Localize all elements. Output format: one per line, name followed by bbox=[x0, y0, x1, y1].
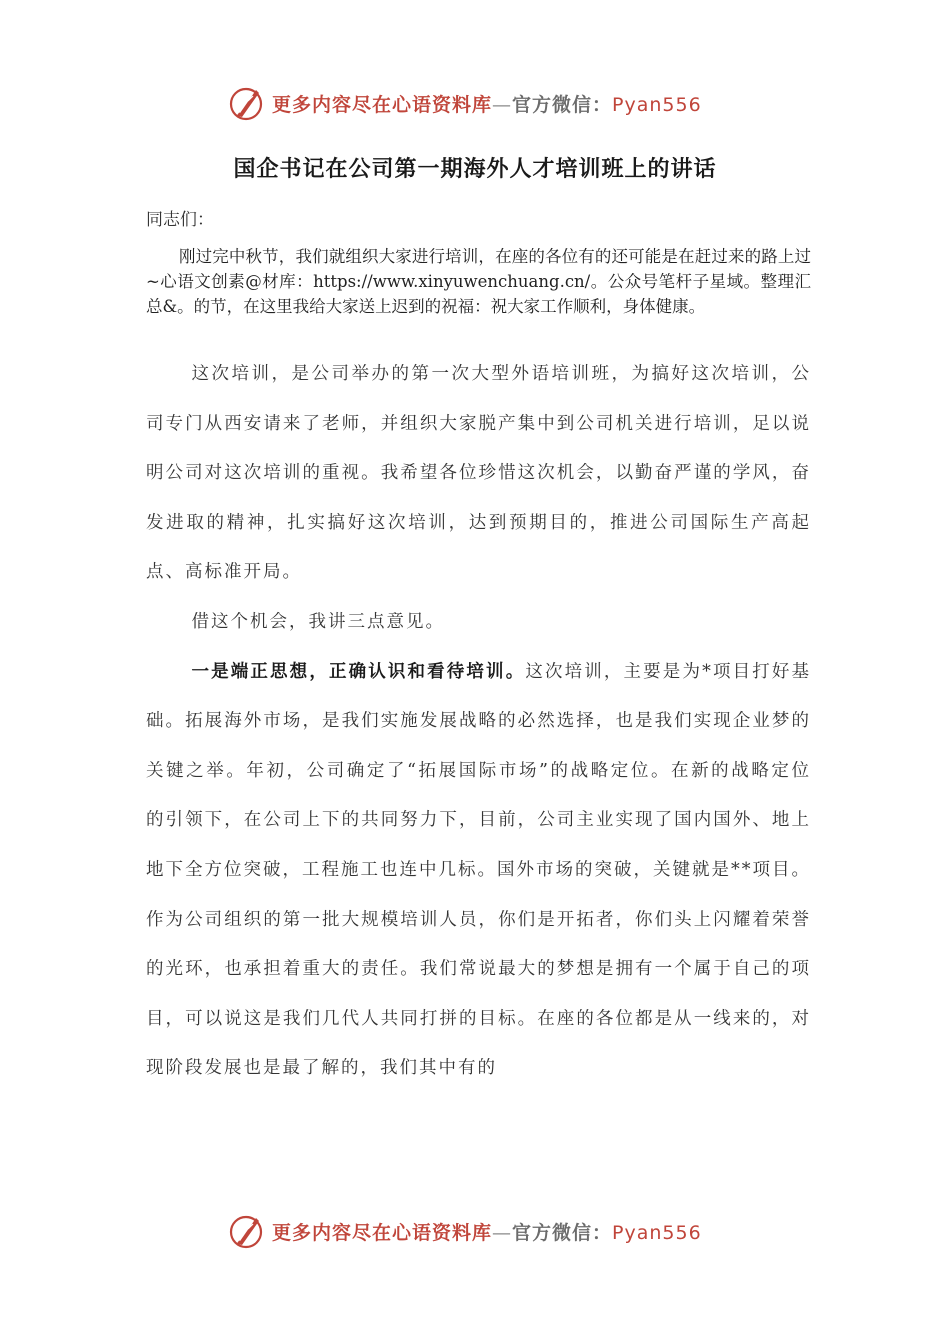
paragraph-2: 借这个机会，我讲三点意见。 bbox=[191, 611, 445, 632]
banner-wechat-id: Pyan556 bbox=[612, 93, 702, 116]
document-title: 国企书记在公司第一期海外人才培训班上的讲话 bbox=[233, 156, 717, 182]
paragraph-3 bbox=[146, 648, 811, 1094]
banner-dash: — bbox=[492, 93, 513, 116]
intro-paragraph: 刚过完中秋节，我们就组织大家进行培训，在座的各位有的还可能是在赶过来的路上过~心语文创素@材库：https://www.xinyuwenchuang.cn/。公众号笔杆子星域。整理汇总&。的节，在这里我给大家送上迟到的祝福：祝大家工作顺利，身体健康。 bbox=[146, 247, 811, 316]
banner-prefix: 更多内容尽在心语资料库 bbox=[272, 1221, 493, 1244]
quill-pen-logo-icon bbox=[226, 1211, 266, 1251]
salutation: 同志们： bbox=[146, 210, 214, 230]
document-body bbox=[146, 350, 811, 1094]
quill-pen-logo-icon bbox=[226, 83, 266, 123]
banner-text bbox=[272, 90, 702, 117]
paragraph-3-heading: 一是端正思想，正确认识和看待培训。 bbox=[191, 661, 526, 682]
banner-text bbox=[272, 1218, 702, 1245]
paragraph-1: 这次培训，是公司举办的第一次大型外语培训班，为搞好这次培训，公司专门从西安请来了老师，并组织大家脱产集中到公司机关进行培训，足以说明公司对这次培训的重视。我希望各位珍惜这次机会，以勤奋严谨的学风，奋发进取的精神，扎实搞好这次培训，达到预期目的，推进公司国际生产高起点、高标准开局。 bbox=[146, 364, 811, 583]
header-banner bbox=[226, 80, 746, 126]
banner-wechat-id: Pyan556 bbox=[612, 1221, 702, 1244]
banner-prefix: 更多内容尽在心语资料库 bbox=[272, 93, 493, 116]
paragraph-3-text: 这次培训，主要是为*项目打好基础。拓展海外市场，是我们实施发展战略的必然选择，也是我们实现企业梦的关键之举。年初，公司确定了“拓展国际市场”的战略定位。在新的战略定位的引领下，在公司上下的共同努力下，目前，公司主业实现了国内国外、地上地下全方位突破，工程施工也连中几标。国外市场的突破，关键就是**项目。作为公司组织的第一批大规模培训人员，你们是开拓者，你们头上闪耀着荣誉的光环，也承担着重大的责任。我们常说最大的梦想是拥有一个属于自己的项目，可以说这是我们几代人共同打拼的目标。在座的各位都是从一线来的，对现阶段发展也是最了解的，我们其中有的 bbox=[146, 661, 812, 1079]
banner-dash: — bbox=[492, 1221, 513, 1244]
banner-label: 官方微信： bbox=[512, 1221, 613, 1244]
footer-banner bbox=[226, 1208, 746, 1254]
banner-label: 官方微信： bbox=[512, 93, 613, 116]
